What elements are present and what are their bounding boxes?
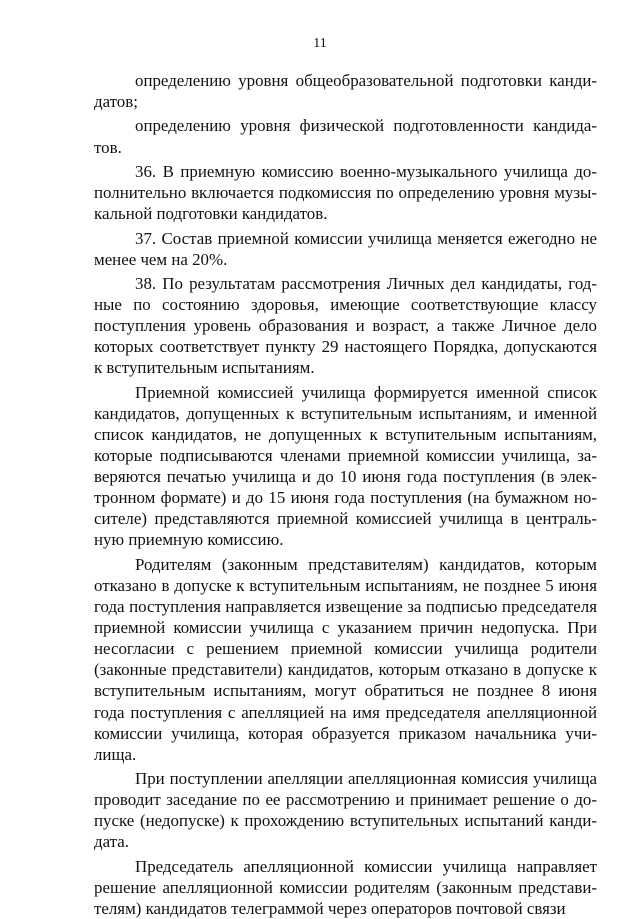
paragraph-appeal-review: При поступлении апелляции апелляционная комиссия училища проводит заседание по ее рассмотрению и принимает решение о допуске (недопуске) к прохождению вступительных испытаний кандидата. — [94, 769, 597, 852]
paragraph-36: 36. В приемную комиссию военно-музыкального училища дополнительно включается подкомиссия по определению уровня музыкальной подготовки кандидатов. — [94, 161, 597, 224]
paragraph-38: 38. По результатам рассмотрения Личных дел кандидаты, годные по состоянию здоровья, имеющие соответствующие классу поступления уровень образования и возраст, а также Личное дело которых соответствует пункту 29 настоящего Порядка, допускаются к вступительным испытаниям. — [94, 274, 597, 378]
paragraph-item-physical-fitness: определению уровня физической подготовленности кандидатов. — [94, 116, 597, 157]
body-text — [94, 70, 597, 919]
paragraph-rejection-notice: Родителям (законным представителям) кандидатов, которым отказано в допуске к вступительным испытаниям, не позднее 5 июня года поступления направляется извещение за подписью председателя приемной комиссии училища с указанием причин недопуска. При несогласии с решением приемной комиссии училища родители (законные представители) кандидатов, которым отказано в допуске к вступительным испытаниям, могут обратиться не позднее 8 июня года поступления с апелляцией на имя председателя апелляционной комиссии училища, которая образуется приказом начальника училища. — [94, 554, 597, 764]
paragraph-appeal-decision: Председатель апелляционной комиссии училища направляет решение апелляционной комиссии родителям (законным представителям) кандидатов телеграммой через операторов почтовой связи — [94, 856, 597, 918]
page-number: 11 — [313, 36, 327, 51]
paragraph-37: 37. Состав приемной комиссии училища меняется ежегодно не менее чем на 20%. — [94, 228, 597, 269]
paragraph-item-general-education: определению уровня общеобразовательной подготовки кандидатов; — [94, 71, 597, 112]
paragraph-admission-lists: Приемной комиссией училища формируется именной список кандидатов, допущенных к вступительным испытаниям, и именной список кандидатов, не допущенных к вступительным испытаниям, которые подписываются членами приемной комиссии училища, заверяются печатью училища и до 10 июня года поступления (в электронном формате) и до 15 июня года поступления (на бумажном носителе) представляются приемной комиссией училища в центральную приемную комиссию. — [94, 382, 597, 550]
